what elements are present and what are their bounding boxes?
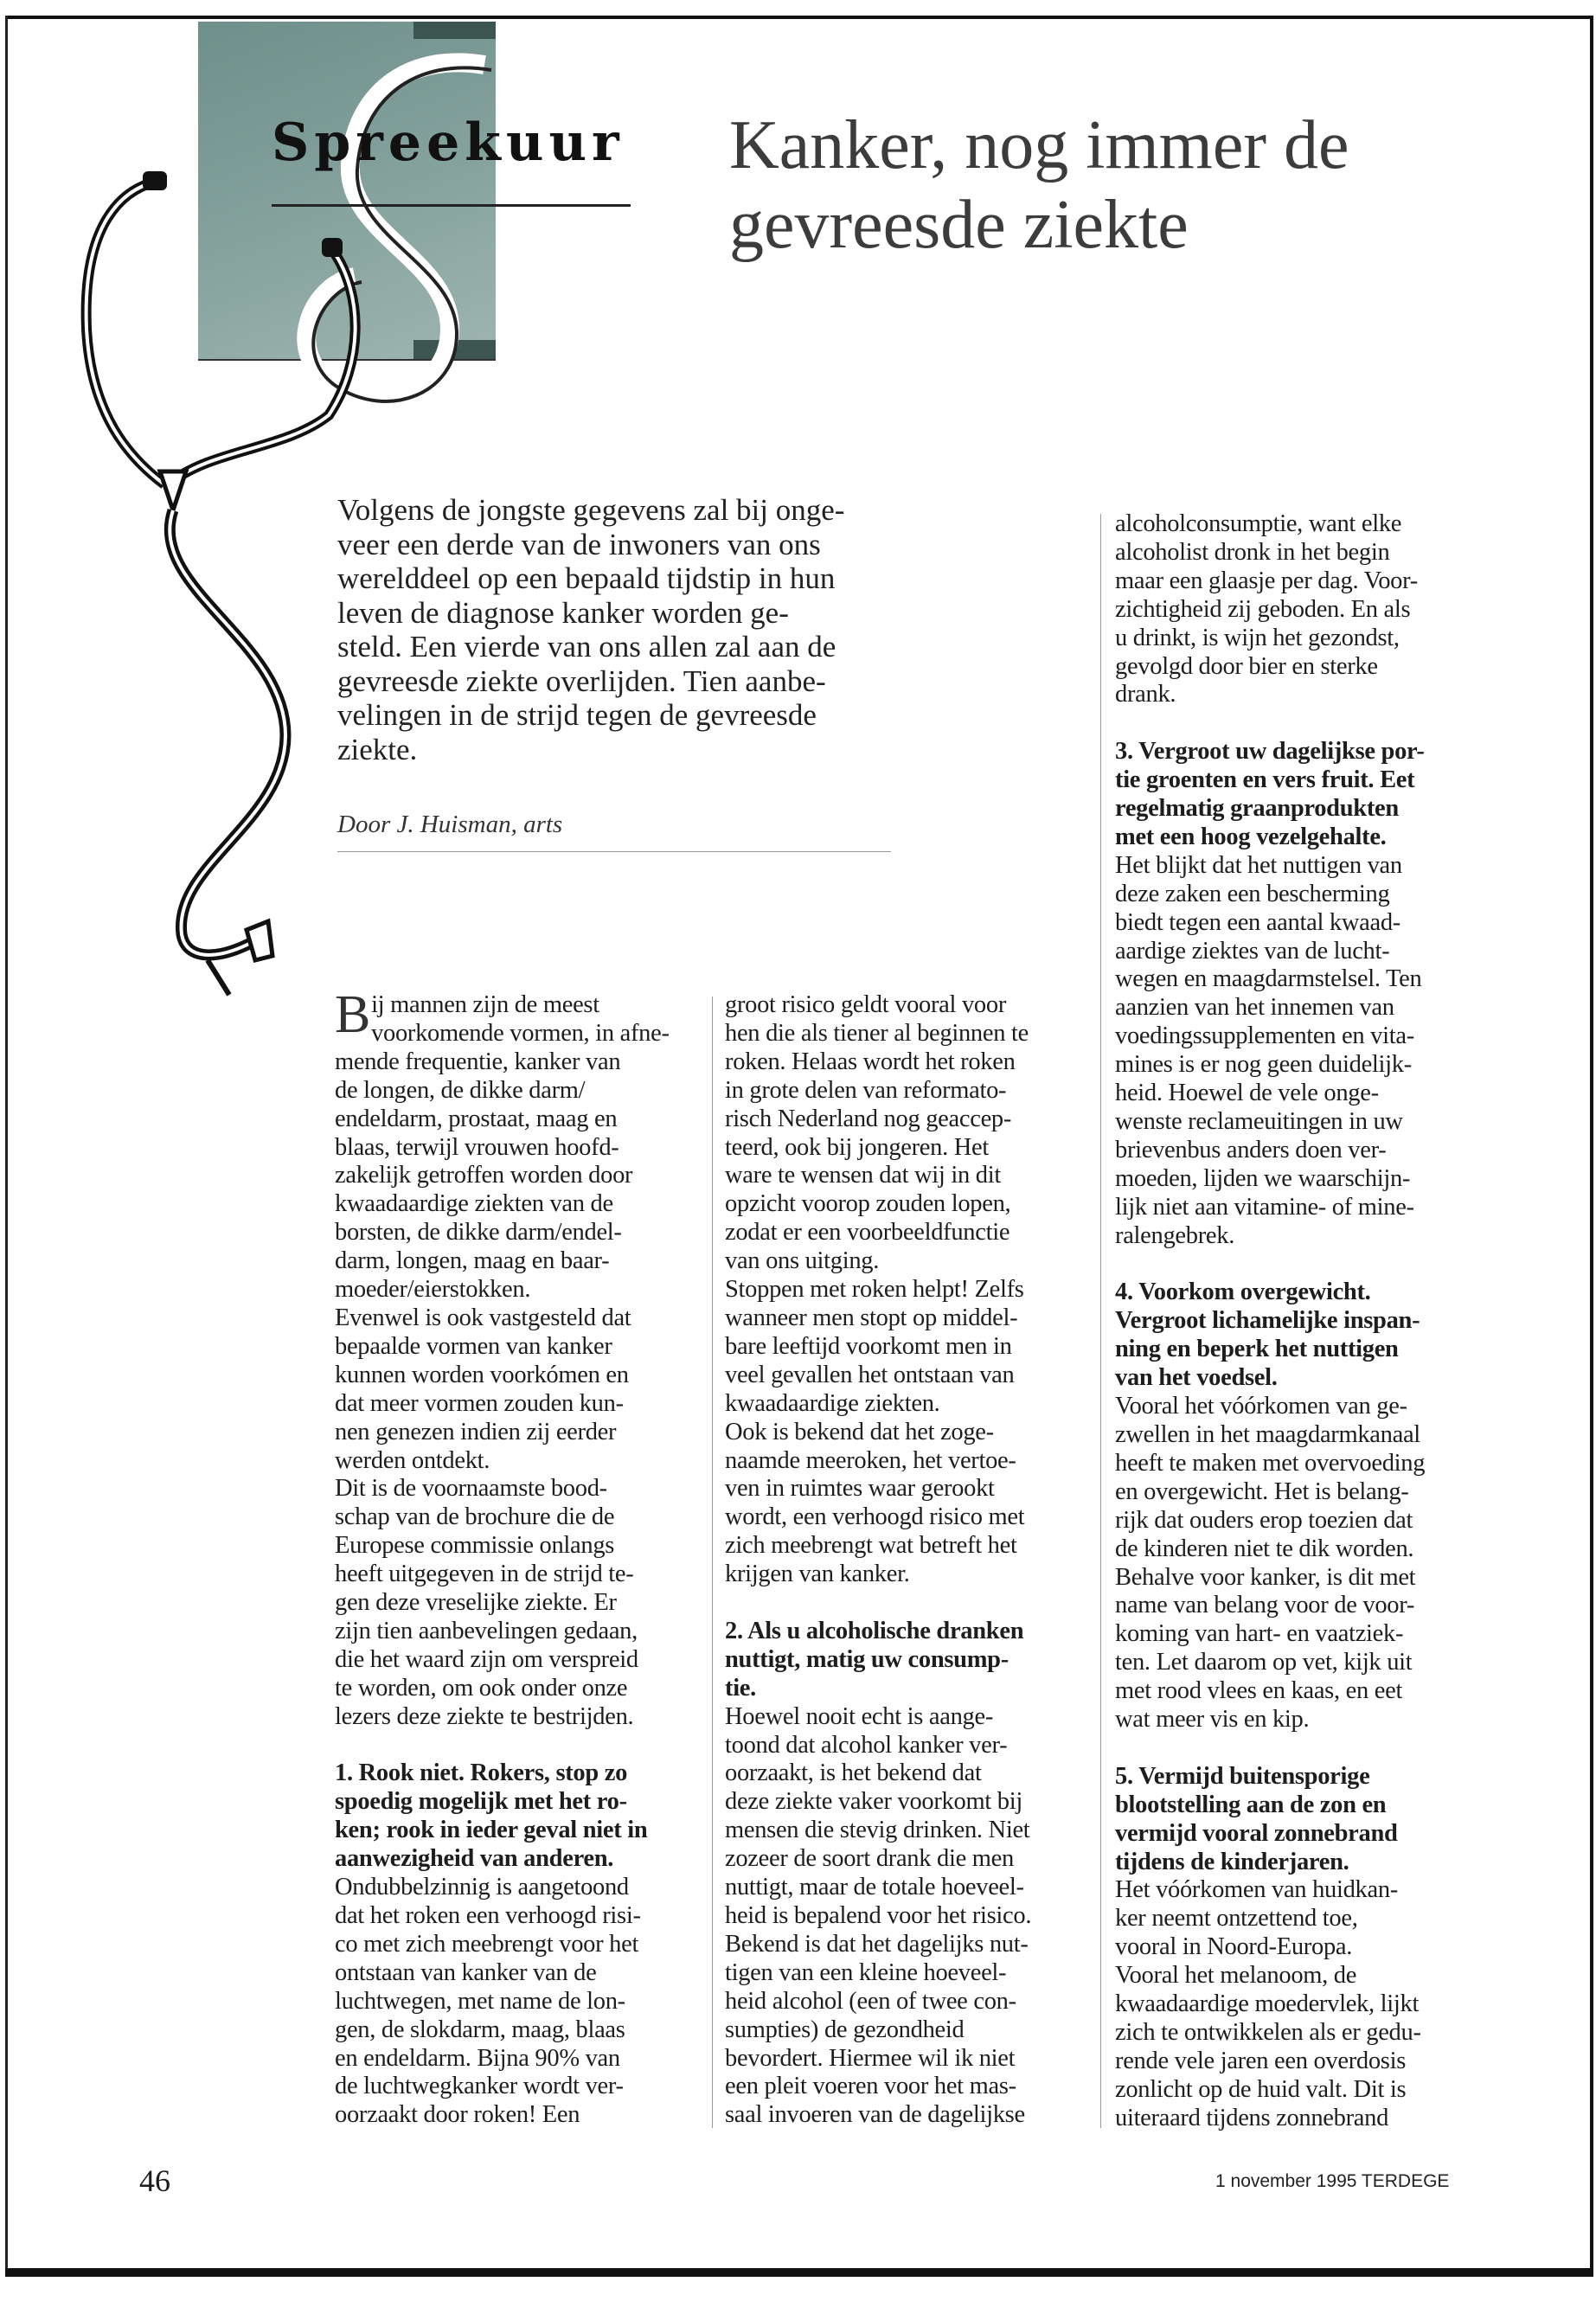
- section-heading: 5. Vermijd buitensporige blootstelling aan de zon en vermijd vooral zonnebrand tijdens de kinderjaren.: [1115, 1762, 1398, 1875]
- paragraph: Stoppen met roken helpt! Zelfs wanneer men stopt op middel- bare leeftijd voorkomt men in veel gevallen het ontstaan van kwaadaardige ziekten.: [725, 1276, 1024, 1417]
- section-heading: 4. Voorkom overgewicht. Vergroot lichamelijke inspan- ning en beperk het nuttigen van het voedsel.: [1115, 1279, 1420, 1392]
- drop-cap: B: [335, 985, 371, 1044]
- paragraph: Het vóórkomen van huidkan- ker neemt ontzettend toe, vooral in Noord-Europa. Vooral het melanoom, de kwaadaardige moedervlek, lijkt zich te ontwikkelen als er gedu- rende vele jaren een overdosis zonlicht op de huid valt. Dit is uiteraard tijdens zonnebrand: [1115, 1876, 1421, 2131]
- column-divider-1: [712, 997, 713, 2128]
- paragraph: Vooral het vóórkomen van ge- zwellen in het maagdarmkanaal heeft te maken met overvoeding en overgewicht. Het is belang- rijk dat ouders erop toezien dat de kinderen niet te dik worden. Behalve voor kanker, is dit met name van belang voor de voor- koming van hart- en vaatziek- ten. Let daarom op vet, kijk uit met rood vlees en kaas, en eet wat meer vis en kip.: [1115, 1393, 1426, 1734]
- paragraph: Het blijkt dat het nuttigen van deze zaken een bescherming biedt tegen een aantal kwaad- aardige ziektes van de lucht- wegen en maagdarmstelsel. Ten aanzien van het innemen van voedingssupplementen en vita- mines is er nog geen duidelijk- heid. Hoewel de vele onge- wenste reclameuitingen in uw brievenbus anders doen ver- moeden, lijden we waarschijn- lijk niet aan vitamine- of mine- ralengebrek.: [1115, 851, 1422, 1249]
- paragraph: [335, 985, 670, 1304]
- article-title: Kanker, nog immer de gevreesde ziekte: [729, 107, 1349, 263]
- section-heading: 2. Als u alcoholische dranken nuttigt, matig uw consump- tie.: [725, 1617, 1024, 1702]
- body-column-1: [335, 985, 670, 2130]
- earpiece-left-icon: [143, 171, 167, 190]
- page-number: 46: [139, 2163, 170, 2198]
- chestpiece-icon: [247, 921, 272, 960]
- paragraph: Ook is bekend dat het zoge- naamde meeroken, het vertoe- ven in ruimtes waar gerookt wordt, een verhoogd risico met zich meebrengt wat betreft het krijgen van kanker.: [725, 1418, 1025, 1588]
- paragraph: Evenwel is ook vastgesteld dat bepaalde vormen van kanker kunnen worden voorkómen en dat meer vormen zouden kun- nen genezen indien zij eerder werden ontdekt.: [335, 1304, 631, 1474]
- paragraph-text: ij mannen zijn de meest voorkomende vormen, in afne- mende frequentie, kanker van de longen, de dikke darm/ endeldarm, prostaat, maag en blaas, terwijl vrouwen hoofd- zakelijk getroffen worden door kwaadaardige ziekten van de borsten, de dikke darm/endel- darm, longen, maag en baar- moeder/eierstokken.: [335, 991, 670, 1304]
- body-column-3: [1115, 510, 1425, 2133]
- article-intro: Volgens de jongste gegevens zal bij onge- veer een derde van de inwoners van ons werelddeel op een bepaald tijdstip in hun leven de diagnose kanker worden ge- steld. Een vierde van ons allen zal aan de gevreesde ziekte overlijden. Tien aanbe- velingen in de strijd tegen de gevreesde ziekte.: [337, 493, 845, 766]
- article-byline: Door J. Huisman, arts: [337, 811, 563, 838]
- stethoscope-yoke: [160, 471, 186, 510]
- stethoscope-tube-left: [87, 182, 164, 484]
- paragraph: alcoholconsumptie, want elke alcoholist dronk in het begin maar een glaasje per dag. Voor- zichtigheid zij geboden. En als u drinkt, is wijn het gezondst, gevolgd door bier en sterke drank.: [1115, 510, 1418, 708]
- column-divider-2: [1100, 514, 1101, 2128]
- issue-info: 1 november 1995 TERDEGE: [1215, 2171, 1450, 2191]
- paragraph: Hoewel nooit echt is aange- toond dat alcohol kanker ver- oorzaakt, is het bekend dat deze ziekte vaker voorkomt bij mensen die stevig drinken. Niet zozeer de soort drank die men nuttigt, maar de totale hoeveel- heid is bepalend voor het risico. Bekend is dat het dagelijks nut- tigen van een kleine hoeveel- heid alcohol (een of twee con- sumpties) de gezondheid bevordert. Hiermee wil ik niet een pleit voeren voor het mas- saal invoeren van de dagelijkse: [725, 1702, 1032, 2129]
- byline-divider: [337, 851, 891, 852]
- earpiece-right-icon: [322, 238, 343, 257]
- rubric-underline: [272, 204, 631, 207]
- body-column-2: [725, 991, 1031, 2130]
- rubric-label: Spreekuur: [272, 112, 625, 173]
- page-border-bottom: [5, 2268, 1593, 2277]
- section-heading: 1. Rook niet. Rokers, stop zo spoedig mogelijk met het ro- ken; rook in ieder geval niet in aanwezigheid van anderen.: [335, 1759, 648, 1873]
- paragraph: groot risico geldt vooral voor hen die als tiener al beginnen te roken. Helaas wordt het roken in grote delen van reformato- risch Nederland nog geaccep- teerd, ook bij jongeren. Het ware te wensen dat wij in dit opzicht voorop zouden lopen, zodat er een voorbeeldfunctie van ons uitging.: [725, 991, 1029, 1275]
- paragraph: Dit is de voornaamste bood- schap van de brochure die de Europese commissie onlangs heeft uitgegeven in de strijd te- gen deze vreselijke ziekte. Er zijn tien aanbevelingen gedaan, die het waard zijn om verspreid te worden, om ook onder onze lezers deze ziekte te bestrijden.: [335, 1475, 638, 1730]
- section-heading: 3. Vergroot uw dagelijkse por- tie groenten en vers fruit. Eet regelmatig graanprodukten met een hoog vezelgehalte.: [1115, 738, 1425, 850]
- paragraph: Ondubbelzinnig is aangetoond dat het roken een verhoogd risi- co met zich meebrengt voor het ontstaan van kanker van de luchtwegen, met name de lon- gen, de slokdarm, maag, blaas en endeldarm. Bijna 90% van de luchtwegkanker wordt ver- oorzaakt door roken! Een: [335, 1874, 641, 2129]
